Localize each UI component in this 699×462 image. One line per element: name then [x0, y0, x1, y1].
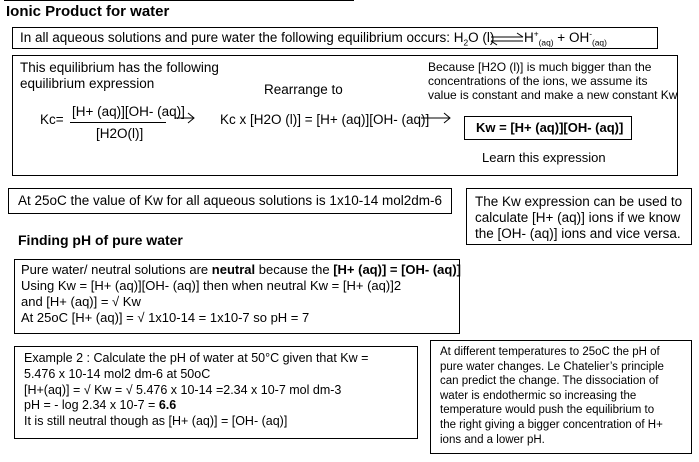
neutral-text: Pure water/ neutral solutions are neutral because the [H+ (aq)] = [OH- (aq)] Using Kw = [H+ (aq)][OH- (aq)] then when neutral Kw = [H+ (aq)]2 and [H+ (aq)] = √ Kw At 25oC [H+ (aq)] = √ 1x10-14 = 1x10-7 so pH = 7: [21, 262, 462, 325]
intro-products: $H^+_{(aq)} + OH^-_{(aq)}$: [524, 28, 607, 48]
right-arrow-icon: [420, 112, 452, 124]
kw-use-text: The Kw expression can be used to calculate [H+ (aq)] ions if we know the [OH- (aq)] ions and vice versa.: [475, 194, 683, 241]
kc-label: Kc=: [40, 112, 64, 127]
fraction-bar: [70, 122, 166, 123]
kw-value-text: At 25oC the value of Kw for all aqueous solutions is 1x10-14 mol2dm-6: [18, 193, 442, 208]
kc-rearranged: Kc x [H2O (l)] = [H+ (aq)][OH- (aq)]: [220, 112, 430, 127]
because-text: Because [H2O (l)] is much bigger than the concentrations of the ions, we assume its value is constant and make a new constant Kw: [428, 60, 678, 103]
learn-text: Learn this expression: [482, 150, 606, 165]
right-arrow-icon: [174, 112, 196, 124]
intro-text: In all aqueous solutions and pure water the following equilibrium occurs: $H_2O$ (l): [20, 30, 495, 48]
title-underline: [4, 0, 354, 1]
section-heading: Finding pH of pure water: [18, 232, 183, 248]
equilibrium-intro-text: This equilibrium has the following equilibrium expression: [20, 60, 219, 91]
kw-expression: Kw = [H+ (aq)][OH- (aq)]: [476, 120, 624, 135]
equilibrium-arrow-icon: [489, 32, 525, 46]
temperature-text: At different temperatures to 25oC the pH of pure water changes. Le Chatelier’s principle can predict the change. The dissociation of water is endothermic so increasing the temperature would push the equilibrium to the right giving a bigger concentration of H+ ions and a lower pH.: [440, 346, 664, 446]
kc-denominator: [H2O(l)]: [96, 126, 144, 141]
example-text: Example 2 : Calculate the pH of water at 50°C given that Kw = 5.476 x 10-14 mol2 dm-6 at 50oC [H+(aq)] = √ Kw = √ 5.476 x 10-14 =2.34 x 10-7 mol dm-3 pH = - log 2.34 x 10-7 = 6.6 It is still neutral though as [H+ (aq)] = [OH- (aq)]: [24, 351, 369, 428]
rearrange-label: Rearrange to: [264, 82, 343, 97]
page-title: Ionic Product for water: [6, 3, 170, 20]
kc-numerator: [H+ (aq)][OH- (aq)]: [72, 104, 185, 119]
